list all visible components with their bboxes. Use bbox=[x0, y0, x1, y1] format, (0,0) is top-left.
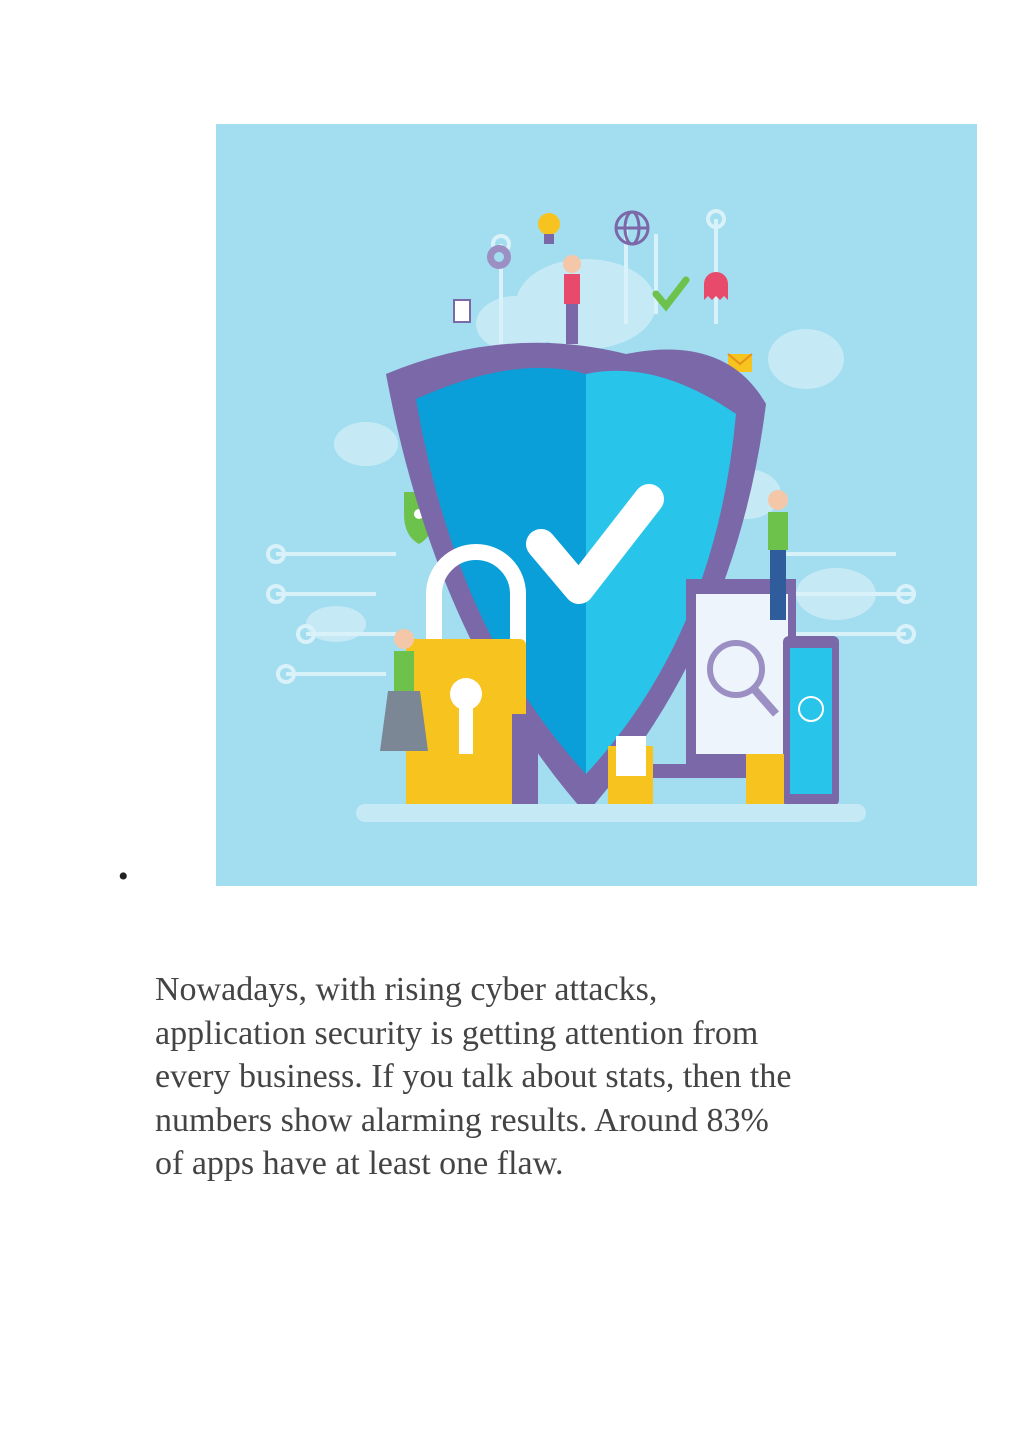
paragraph-line: every business. If you talk about stats, then the bbox=[155, 1058, 792, 1095]
folder-icon bbox=[746, 754, 784, 809]
globe-icon bbox=[616, 212, 648, 244]
paragraph-line: of apps have at least one flaw. bbox=[155, 1145, 564, 1182]
usb-drive-icon bbox=[512, 714, 538, 809]
document-icon bbox=[454, 300, 470, 322]
smartphone-icon bbox=[783, 636, 839, 806]
mail-icon bbox=[608, 736, 653, 810]
checkmark-icon bbox=[656, 280, 686, 306]
security-illustration bbox=[216, 124, 977, 886]
paragraph-line: numbers show alarming results. Around 83% bbox=[155, 1101, 769, 1139]
paragraph-line: application security is getting attention from bbox=[155, 1014, 759, 1052]
paragraph-line: Nowadays, with rising cyber attacks, bbox=[155, 971, 658, 1008]
ground-line bbox=[356, 804, 866, 822]
ghost-icon bbox=[704, 272, 728, 300]
lightbulb-icon bbox=[538, 213, 560, 244]
bullet-marker: • bbox=[118, 860, 129, 893]
gear-icon bbox=[487, 245, 511, 269]
body-paragraph bbox=[155, 968, 915, 1186]
